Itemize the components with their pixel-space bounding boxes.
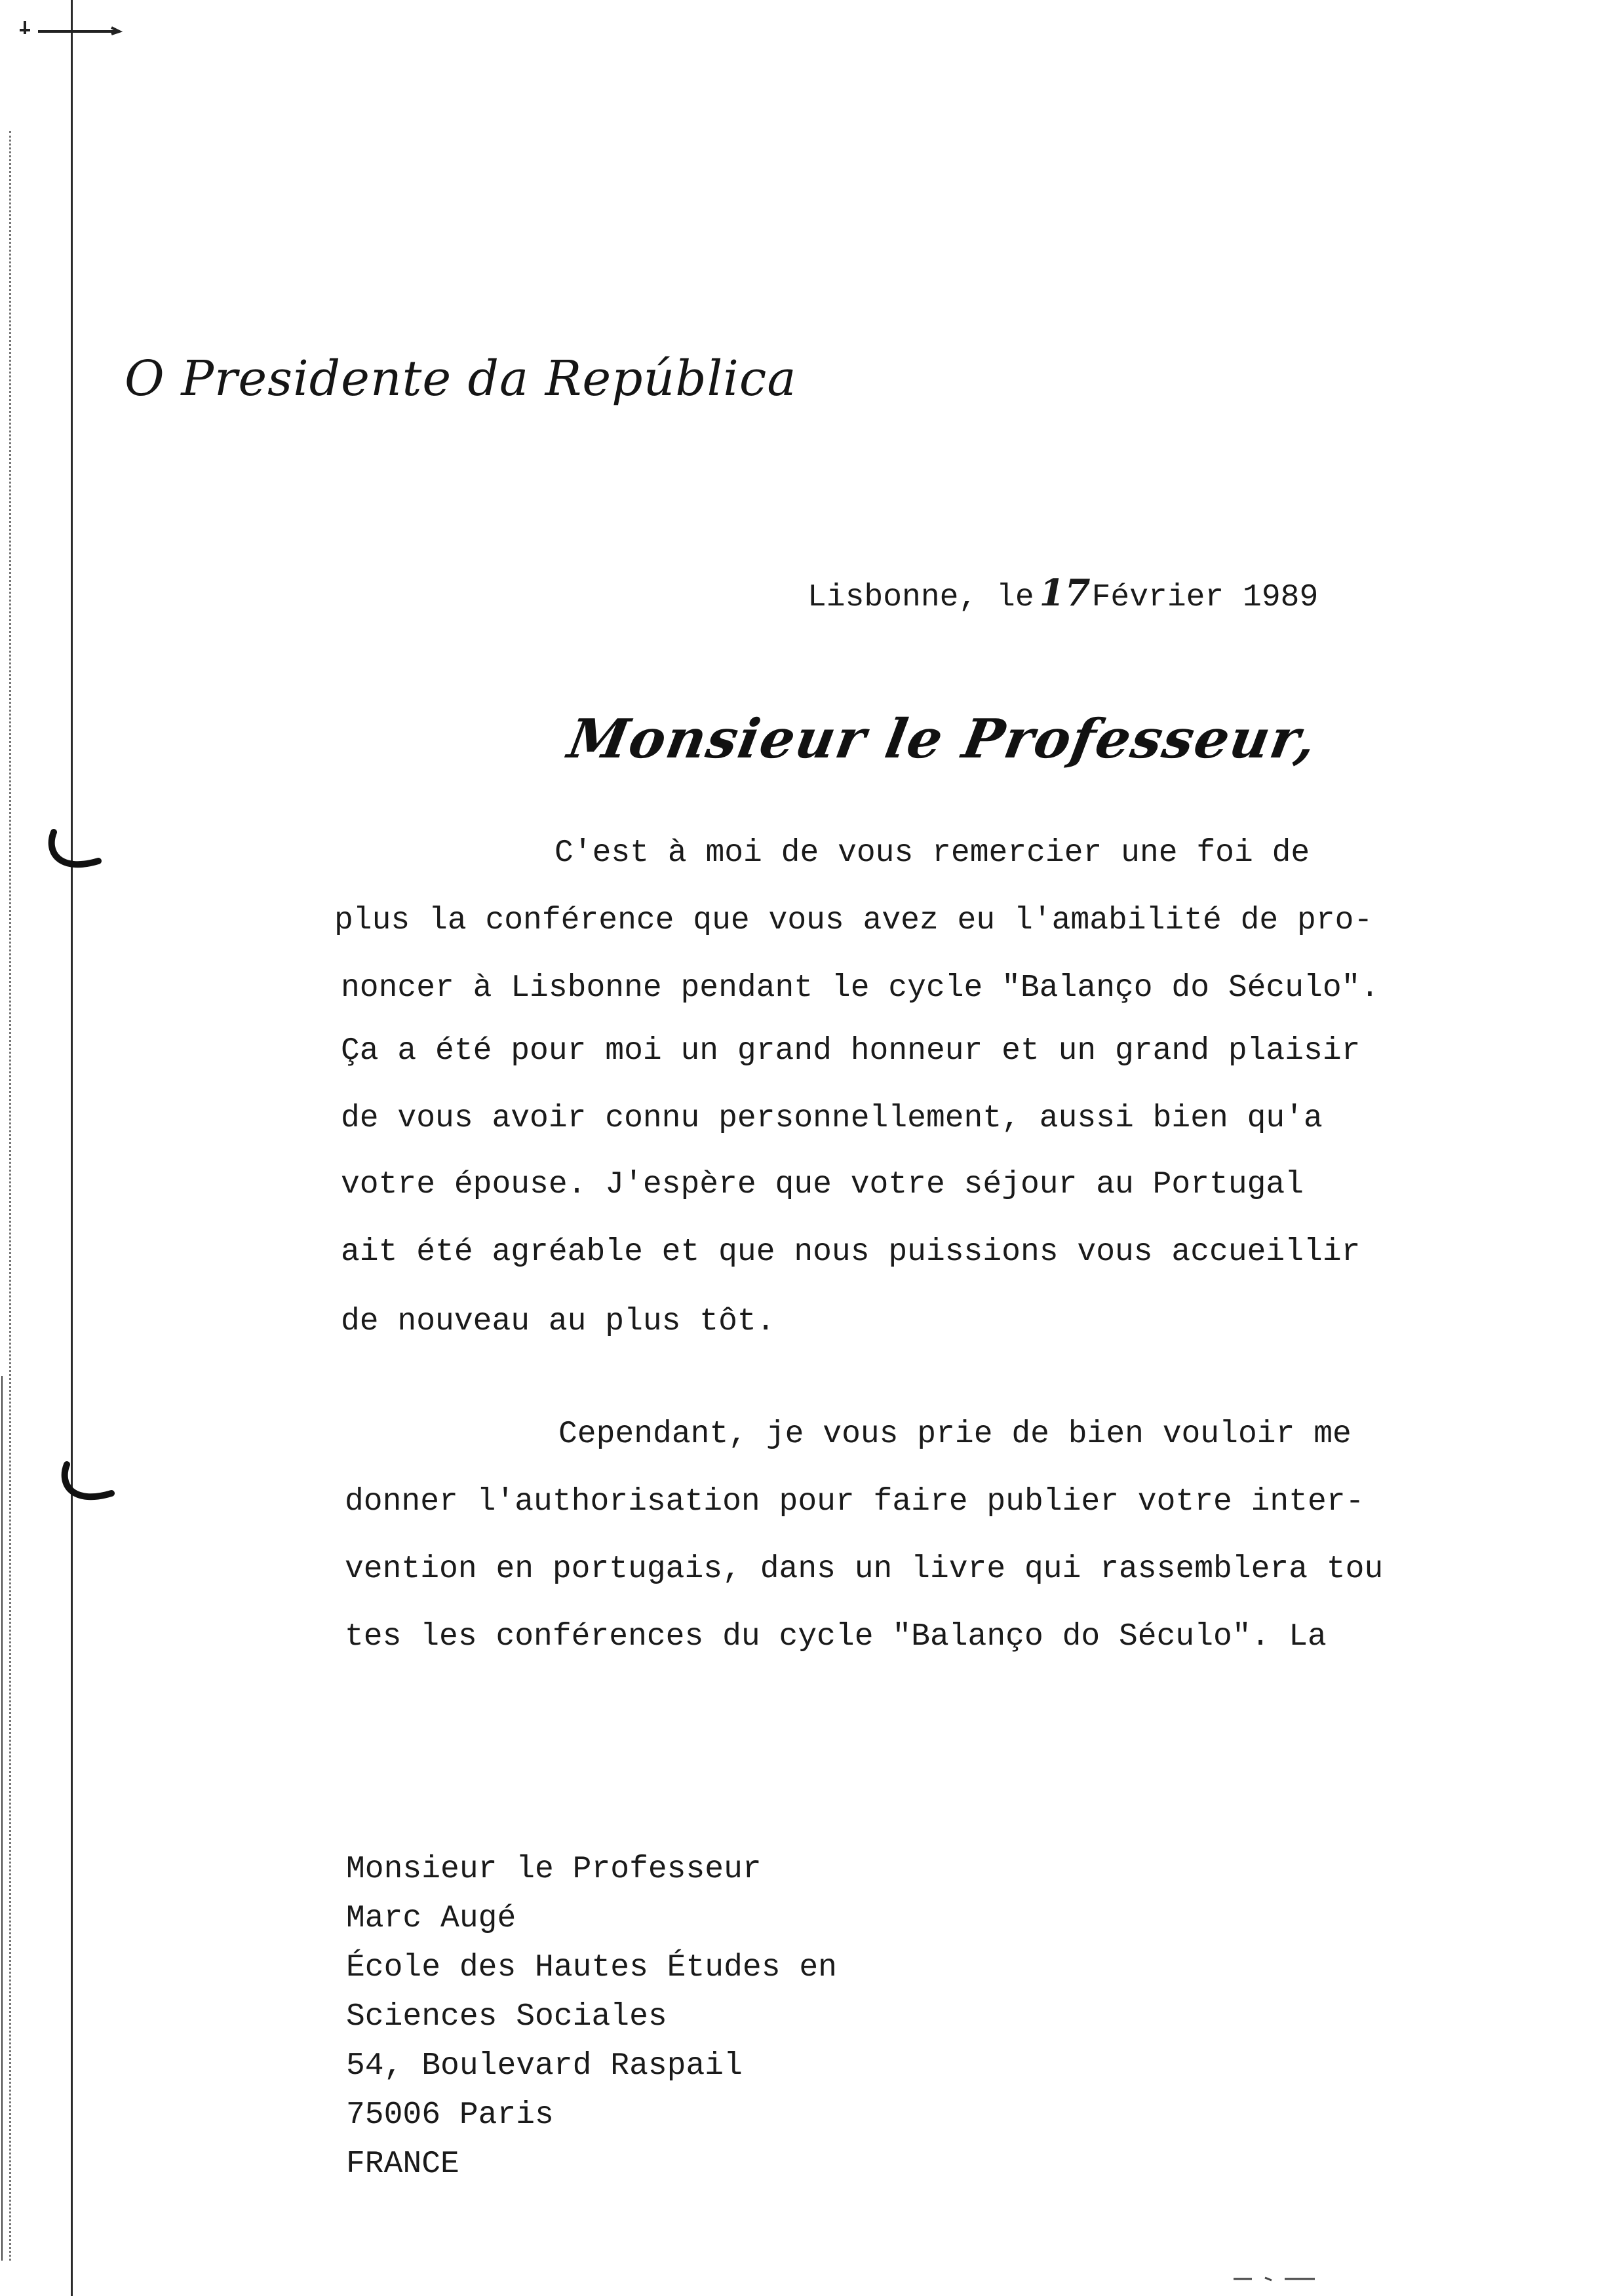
address-line: École des Hautes Études en	[346, 1950, 837, 1985]
address-line: Marc Augé	[346, 1901, 516, 1936]
address-line: FRANCE	[346, 2147, 459, 2182]
scan-corner-mark	[20, 14, 125, 41]
date-prefix: Lisbonne, le	[808, 580, 1034, 615]
letterhead-text: O Presidente da República	[125, 351, 797, 407]
paragraph1-line: C'est à moi de vous remercier une foi de	[555, 835, 1310, 871]
paragraph2-line: vention en portugais, dans un livre qui rassemblera tou	[345, 1552, 1384, 1587]
address-line: Sciences Sociales	[346, 1999, 667, 2035]
paragraph2-line: tes les conférences du cycle "Balanço do Século". La	[345, 1619, 1327, 1655]
page-edge-rule	[71, 0, 73, 2296]
binder-hole-mark	[59, 1458, 118, 1510]
date-day-handwritten: 17	[1039, 571, 1091, 615]
scan-edge-dots	[9, 131, 14, 2261]
binder-hole-mark	[46, 826, 105, 878]
paragraph1-line: noncer à Lisbonne pendant le cycle "Balanço do Século".	[341, 970, 1380, 1006]
date-month-year: Février 1989	[1091, 580, 1319, 615]
paragraph1-line: Ça a été pour moi un grand honneur et un grand plaisir	[341, 1033, 1361, 1069]
paragraph2-line: donner l'authorisation pour faire publier votre inter-	[345, 1484, 1365, 1520]
paragraph2-line: Cependant, je vous prie de bien vouloir me	[558, 1417, 1352, 1452]
page-footer-mark	[1232, 2274, 1317, 2283]
address-line: Monsieur le Professeur	[346, 1852, 762, 1887]
paragraph1-line: plus la conférence que vous avez eu l'amabilité de pro-	[334, 903, 1373, 938]
paragraph1-line: de vous avoir connu personnellement, aussi bien qu'a	[341, 1101, 1323, 1136]
scan-edge-line	[1, 1376, 5, 2261]
paragraph1-line: de nouveau au plus tôt.	[341, 1304, 775, 1339]
paragraph1-line: ait été agréable et que nous puissions vous accueillir	[341, 1234, 1361, 1270]
paragraph1-line: votre épouse. J'espère que votre séjour au Portugal	[341, 1167, 1304, 1202]
address-line: 54, Boulevard Raspail	[346, 2048, 743, 2084]
salutation-handwritten: Monsieur le Professeur,	[563, 708, 1323, 771]
letterhead	[125, 351, 797, 423]
address-line: 75006 Paris	[346, 2097, 554, 2133]
dateline	[808, 571, 1318, 615]
